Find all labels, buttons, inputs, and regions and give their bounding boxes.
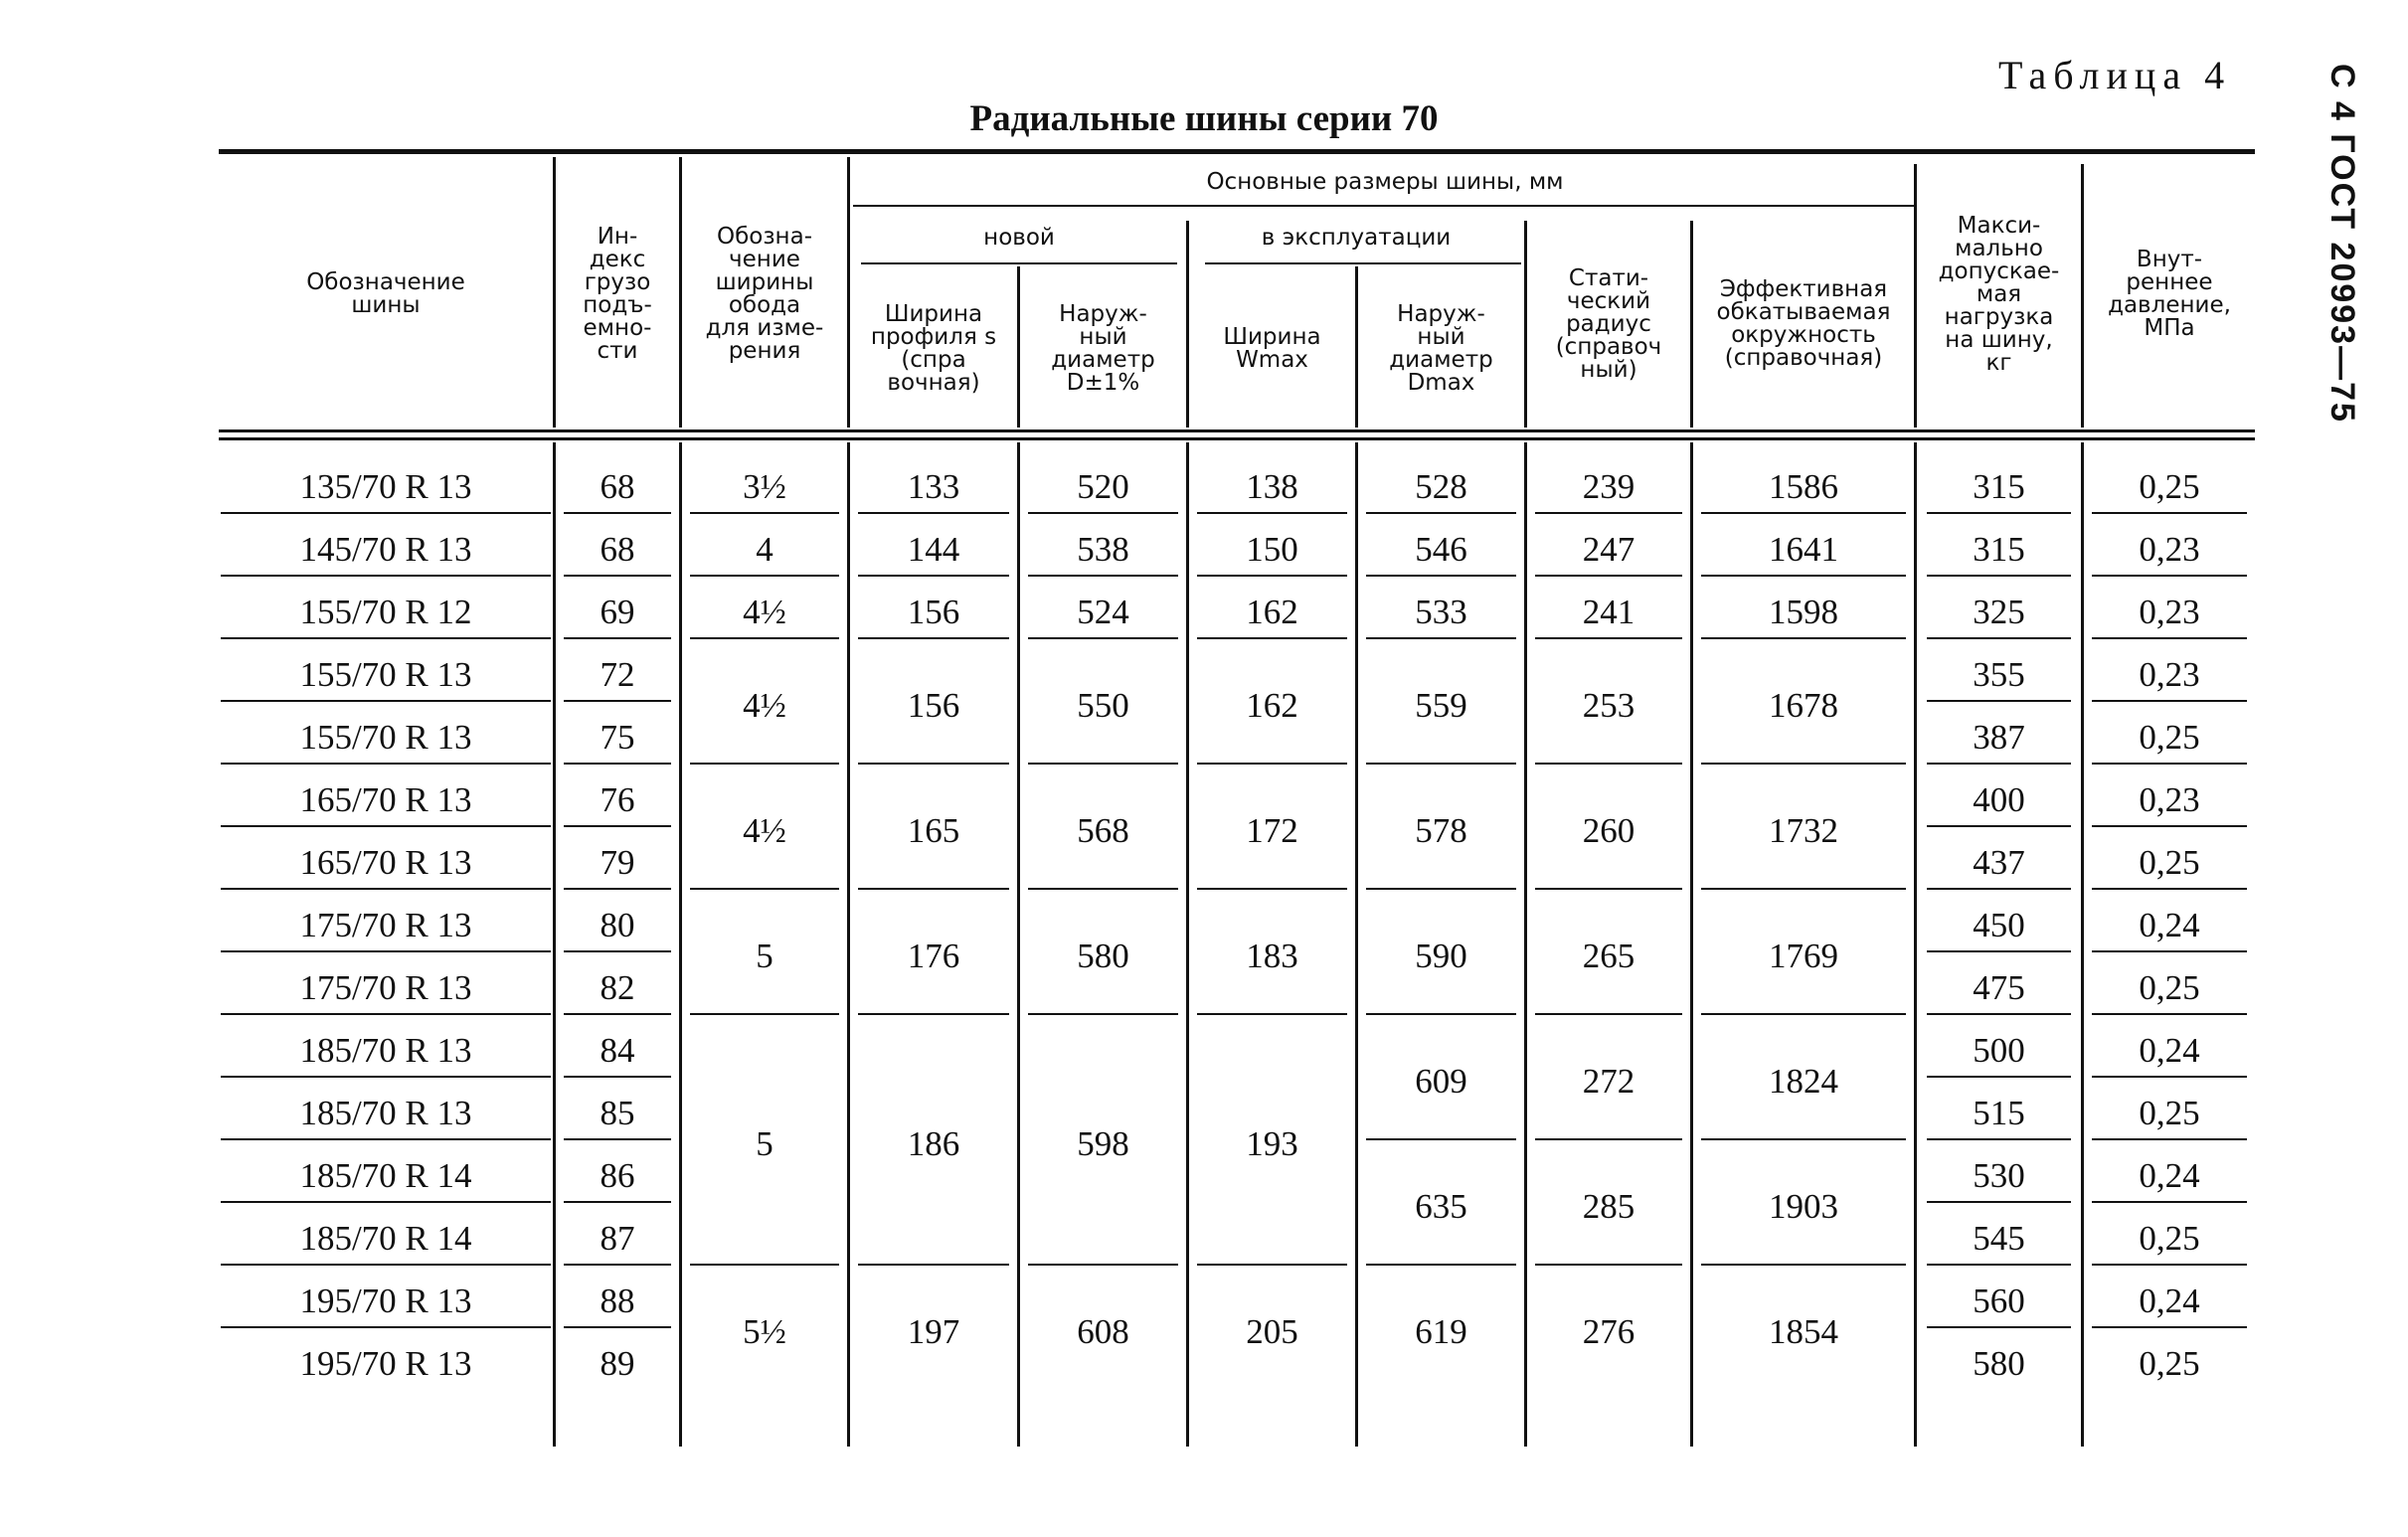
- row-rule: [1535, 637, 1682, 639]
- outer-diameter: 520: [1077, 466, 1129, 506]
- profile-width: 144: [907, 529, 960, 569]
- static-radius: 239: [1582, 466, 1635, 506]
- row-rule: [1535, 512, 1682, 514]
- row-rule: [2092, 825, 2247, 827]
- max-load: 355: [1973, 654, 2025, 694]
- static-radius: 265: [1582, 937, 1635, 975]
- row-rule: [221, 1326, 551, 1328]
- row-rule: [1927, 1138, 2071, 1140]
- row-rule: [1927, 763, 2071, 765]
- rolling-circumference: 1586: [1769, 466, 1838, 506]
- row-rule: [221, 825, 551, 827]
- outer-diameter: 568: [1077, 811, 1129, 850]
- row-rule: [221, 1013, 551, 1015]
- width-max: 193: [1246, 1124, 1298, 1163]
- row-rule: [690, 1013, 839, 1015]
- row-rule: [221, 1138, 551, 1140]
- width-max: 172: [1246, 811, 1298, 850]
- row-rule: [1927, 1013, 2071, 1015]
- rolling-circumference: 1598: [1769, 592, 1838, 631]
- outer-diameter-max: 546: [1415, 529, 1467, 569]
- header-outer-diameter-max: Наруж- ный диаметр Dmax: [1389, 301, 1493, 396]
- row-rule: [1701, 512, 1906, 514]
- row-rule: [1197, 1013, 1347, 1015]
- row-rule: [221, 700, 551, 702]
- row-rule: [564, 1138, 671, 1140]
- tire-designation: 175/70 R 13: [299, 905, 472, 944]
- row-rule: [1927, 1201, 2071, 1203]
- load-index: 88: [600, 1281, 635, 1320]
- profile-width: 165: [907, 811, 960, 850]
- rim-width: 4: [756, 529, 774, 569]
- rolling-circumference: 1769: [1769, 937, 1838, 975]
- row-rule: [221, 1264, 551, 1266]
- max-load: 387: [1973, 717, 2025, 757]
- row-rule: [2092, 1264, 2247, 1266]
- static-radius: 247: [1582, 529, 1635, 569]
- row-rule: [564, 763, 671, 765]
- row-rule: [1535, 888, 1682, 890]
- outer-diameter: 538: [1077, 529, 1129, 569]
- inner-pressure: 0,24: [2139, 905, 2200, 944]
- document-code: С 4 ГОСТ 20993—75: [2323, 64, 2361, 424]
- inner-pressure: 0,25: [2139, 1093, 2200, 1132]
- static-radius: 253: [1582, 686, 1635, 725]
- row-rule: [564, 1076, 671, 1078]
- rolling-circumference: 1732: [1769, 811, 1838, 850]
- tire-designation: 135/70 R 13: [299, 466, 472, 506]
- rim-width: 5: [756, 937, 774, 975]
- tire-designation: 185/70 R 14: [299, 1218, 472, 1258]
- row-rule: [1535, 763, 1682, 765]
- row-rule: [564, 575, 671, 577]
- profile-width: 197: [907, 1312, 960, 1351]
- tire-designation: 165/70 R 13: [299, 779, 472, 819]
- row-rule: [1028, 575, 1178, 577]
- row-rule: [858, 637, 1009, 639]
- header-new: новой: [983, 224, 1055, 251]
- rolling-circumference: 1824: [1769, 1062, 1838, 1101]
- rolling-circumference: 1641: [1769, 529, 1838, 569]
- inner-pressure: 0,23: [2139, 592, 2200, 631]
- load-index: 80: [600, 905, 635, 944]
- row-rule: [1701, 637, 1906, 639]
- row-rule: [2092, 1138, 2247, 1140]
- static-radius: 260: [1582, 811, 1635, 850]
- inner-pressure: 0,24: [2139, 1281, 2200, 1320]
- row-rule: [1197, 888, 1347, 890]
- tire-designation: 155/70 R 12: [299, 592, 472, 631]
- row-rule: [564, 1201, 671, 1203]
- load-index: 86: [600, 1155, 635, 1195]
- row-rule: [690, 1264, 839, 1266]
- header-outer-diameter: Наруж- ный диаметр D±1%: [1051, 301, 1155, 396]
- row-rule: [1028, 1264, 1178, 1266]
- row-rule: [1927, 825, 2071, 827]
- outer-diameter: 550: [1077, 686, 1129, 725]
- row-rule: [1197, 1264, 1347, 1266]
- header-max-load: Макси- мально допускае- мая нагрузка на шину, кг: [1938, 212, 2060, 376]
- rim-width: 4½: [743, 592, 786, 631]
- header-static-radius: Стати- ческий радиус (справоч ный): [1555, 264, 1662, 383]
- row-rule: [2092, 1013, 2247, 1015]
- profile-width: 186: [907, 1124, 960, 1163]
- row-rule: [2092, 1326, 2247, 1328]
- row-rule: [564, 888, 671, 890]
- outer-diameter-max: 559: [1415, 686, 1467, 725]
- row-rule: [2092, 512, 2247, 514]
- row-rule: [1197, 763, 1347, 765]
- max-load: 515: [1973, 1093, 2025, 1132]
- header-main-dims: Основные размеры шины, мм: [1206, 168, 1564, 195]
- row-rule: [221, 637, 551, 639]
- rolling-circumference: 1903: [1769, 1187, 1838, 1226]
- load-index: 75: [600, 717, 635, 757]
- outer-diameter-max: 528: [1415, 466, 1467, 506]
- width-max: 162: [1246, 592, 1298, 631]
- max-load: 315: [1973, 529, 2025, 569]
- header-rim-width: Обозна- чение ширины обода для изме- рения: [705, 224, 824, 364]
- tire-designation: 175/70 R 13: [299, 967, 472, 1007]
- rim-width: 4½: [743, 686, 786, 725]
- outer-diameter-max: 619: [1415, 1312, 1467, 1351]
- row-rule: [1197, 637, 1347, 639]
- row-rule: [858, 1264, 1009, 1266]
- row-rule: [2092, 888, 2247, 890]
- table-top-rule: [219, 149, 2255, 154]
- outer-diameter: 608: [1077, 1312, 1129, 1351]
- header-rule-inuse: [1205, 262, 1521, 264]
- profile-width: 133: [907, 466, 960, 506]
- row-rule: [564, 512, 671, 514]
- row-rule: [690, 575, 839, 577]
- row-rule: [564, 637, 671, 639]
- row-rule: [858, 763, 1009, 765]
- max-load: 560: [1973, 1281, 2025, 1320]
- outer-diameter-max: 635: [1415, 1187, 1467, 1226]
- row-rule: [1927, 637, 2071, 639]
- tire-designation: 185/70 R 13: [299, 1030, 472, 1070]
- max-load: 315: [1973, 466, 2025, 506]
- row-rule: [1701, 1013, 1906, 1015]
- row-rule: [1927, 1326, 2071, 1328]
- row-rule: [1366, 637, 1516, 639]
- row-rule: [690, 763, 839, 765]
- rim-width: 5: [756, 1124, 774, 1163]
- row-rule: [221, 763, 551, 765]
- row-rule: [1197, 512, 1347, 514]
- header-inner-pressure: Внут- реннее давление, МПа: [2108, 247, 2231, 341]
- header-bottom-rule: [219, 429, 2255, 432]
- outer-diameter-max: 533: [1415, 592, 1467, 631]
- row-rule: [2092, 637, 2247, 639]
- row-rule: [221, 888, 551, 890]
- load-index: 87: [600, 1218, 635, 1258]
- outer-diameter: 598: [1077, 1124, 1129, 1163]
- static-radius: 272: [1582, 1062, 1635, 1101]
- header-designation: Обозначение шины: [306, 269, 465, 318]
- row-rule: [1028, 637, 1178, 639]
- inner-pressure: 0,25: [2139, 717, 2200, 757]
- width-max: 183: [1246, 937, 1298, 975]
- row-rule: [1028, 1013, 1178, 1015]
- max-load: 475: [1973, 967, 2025, 1007]
- load-index: 85: [600, 1093, 635, 1132]
- rim-width: 3½: [743, 466, 786, 506]
- header-rolling-circumference: Эффективная обкатываемая окружность (справочная): [1716, 276, 1891, 371]
- row-rule: [1701, 575, 1906, 577]
- row-rule: [1701, 888, 1906, 890]
- inner-pressure: 0,23: [2139, 654, 2200, 694]
- row-rule: [1197, 575, 1347, 577]
- row-rule: [1927, 950, 2071, 952]
- outer-diameter-max: 590: [1415, 937, 1467, 975]
- table-title: Радиальные шины серии 70: [969, 98, 1439, 139]
- row-rule: [1535, 1013, 1682, 1015]
- row-rule: [2092, 700, 2247, 702]
- row-rule: [690, 888, 839, 890]
- header-rule-main: [853, 205, 1917, 207]
- inner-pressure: 0,25: [2139, 967, 2200, 1007]
- outer-diameter-max: 609: [1415, 1062, 1467, 1101]
- rolling-circumference: 1678: [1769, 686, 1838, 725]
- max-load: 530: [1973, 1155, 2025, 1195]
- load-index: 68: [600, 466, 635, 506]
- row-rule: [221, 575, 551, 577]
- inner-pressure: 0,23: [2139, 529, 2200, 569]
- row-rule: [1366, 1013, 1516, 1015]
- row-rule: [1927, 1264, 2071, 1266]
- static-radius: 276: [1582, 1312, 1635, 1351]
- header-in-use: в эксплуатации: [1261, 224, 1452, 251]
- row-rule: [564, 1013, 671, 1015]
- header-bottom-rule-2: [219, 437, 2255, 440]
- inner-pressure: 0,25: [2139, 466, 2200, 506]
- row-rule: [1701, 763, 1906, 765]
- row-rule: [221, 1076, 551, 1078]
- max-load: 400: [1973, 779, 2025, 819]
- max-load: 450: [1973, 905, 2025, 944]
- tire-designation: 155/70 R 13: [299, 717, 472, 757]
- width-max: 138: [1246, 466, 1298, 506]
- row-rule: [221, 1201, 551, 1203]
- row-rule: [1927, 888, 2071, 890]
- tire-designation: 195/70 R 13: [299, 1281, 472, 1320]
- load-index: 79: [600, 842, 635, 882]
- header-width-max: Ширина Wmax: [1223, 324, 1321, 373]
- row-rule: [1366, 512, 1516, 514]
- tire-designation: 185/70 R 14: [299, 1155, 472, 1195]
- tire-designation: 185/70 R 13: [299, 1093, 472, 1132]
- row-rule: [858, 575, 1009, 577]
- load-index: 68: [600, 529, 635, 569]
- row-rule: [690, 637, 839, 639]
- outer-diameter: 580: [1077, 937, 1129, 975]
- row-rule: [564, 1264, 671, 1266]
- row-rule: [1535, 1138, 1682, 1140]
- rim-width: 5½: [743, 1312, 786, 1351]
- profile-width: 176: [907, 937, 960, 975]
- max-load: 437: [1973, 842, 2025, 882]
- row-rule: [1927, 700, 2071, 702]
- row-rule: [2092, 575, 2247, 577]
- row-rule: [1927, 512, 2071, 514]
- load-index: 89: [600, 1343, 635, 1383]
- row-rule: [564, 1326, 671, 1328]
- tire-designation: 165/70 R 13: [299, 842, 472, 882]
- load-index: 69: [600, 592, 635, 631]
- row-rule: [1366, 1138, 1516, 1140]
- inner-pressure: 0,25: [2139, 1218, 2200, 1258]
- row-rule: [2092, 1076, 2247, 1078]
- max-load: 325: [1973, 592, 2025, 631]
- row-rule: [1701, 1264, 1906, 1266]
- inner-pressure: 0,25: [2139, 1343, 2200, 1383]
- row-rule: [1366, 1264, 1516, 1266]
- inner-pressure: 0,25: [2139, 842, 2200, 882]
- row-rule: [564, 700, 671, 702]
- tire-designation: 155/70 R 13: [299, 654, 472, 694]
- row-rule: [1927, 575, 2071, 577]
- row-rule: [1366, 888, 1516, 890]
- row-rule: [1028, 512, 1178, 514]
- row-rule: [690, 512, 839, 514]
- row-rule: [858, 1013, 1009, 1015]
- row-rule: [1028, 763, 1178, 765]
- row-rule: [1535, 1264, 1682, 1266]
- row-rule: [1366, 763, 1516, 765]
- row-rule: [858, 888, 1009, 890]
- tire-designation: 195/70 R 13: [299, 1343, 472, 1383]
- inner-pressure: 0,23: [2139, 779, 2200, 819]
- row-rule: [1028, 888, 1178, 890]
- header-profile-width: Ширина профиля s (спра вочная): [870, 301, 997, 396]
- row-rule: [221, 512, 551, 514]
- width-max: 150: [1246, 529, 1298, 569]
- static-radius: 241: [1582, 592, 1635, 631]
- profile-width: 156: [907, 592, 960, 631]
- tire-designation: 145/70 R 13: [299, 529, 472, 569]
- outer-diameter: 524: [1077, 592, 1129, 631]
- row-rule: [221, 950, 551, 952]
- row-rule: [564, 825, 671, 827]
- inner-pressure: 0,24: [2139, 1030, 2200, 1070]
- row-rule: [2092, 1201, 2247, 1203]
- table-label: Таблица 4: [1998, 53, 2232, 97]
- row-rule: [1927, 1076, 2071, 1078]
- header-rule-new: [861, 262, 1177, 264]
- row-rule: [858, 512, 1009, 514]
- outer-diameter-max: 578: [1415, 811, 1467, 850]
- row-rule: [1366, 575, 1516, 577]
- header-load-index: Ин- декс грузо подъ- емно- сти: [583, 224, 652, 364]
- rim-width: 4½: [743, 811, 786, 850]
- max-load: 580: [1973, 1343, 2025, 1383]
- profile-width: 156: [907, 686, 960, 725]
- width-max: 162: [1246, 686, 1298, 725]
- inner-pressure: 0,24: [2139, 1155, 2200, 1195]
- static-radius: 285: [1582, 1187, 1635, 1226]
- load-index: 82: [600, 967, 635, 1007]
- row-rule: [2092, 763, 2247, 765]
- load-index: 76: [600, 779, 635, 819]
- width-max: 205: [1246, 1312, 1298, 1351]
- row-rule: [1535, 575, 1682, 577]
- max-load: 500: [1973, 1030, 2025, 1070]
- load-index: 84: [600, 1030, 635, 1070]
- row-rule: [1701, 1138, 1906, 1140]
- row-rule: [2092, 950, 2247, 952]
- rolling-circumference: 1854: [1769, 1312, 1838, 1351]
- row-rule: [564, 950, 671, 952]
- max-load: 545: [1973, 1218, 2025, 1258]
- load-index: 72: [600, 654, 635, 694]
